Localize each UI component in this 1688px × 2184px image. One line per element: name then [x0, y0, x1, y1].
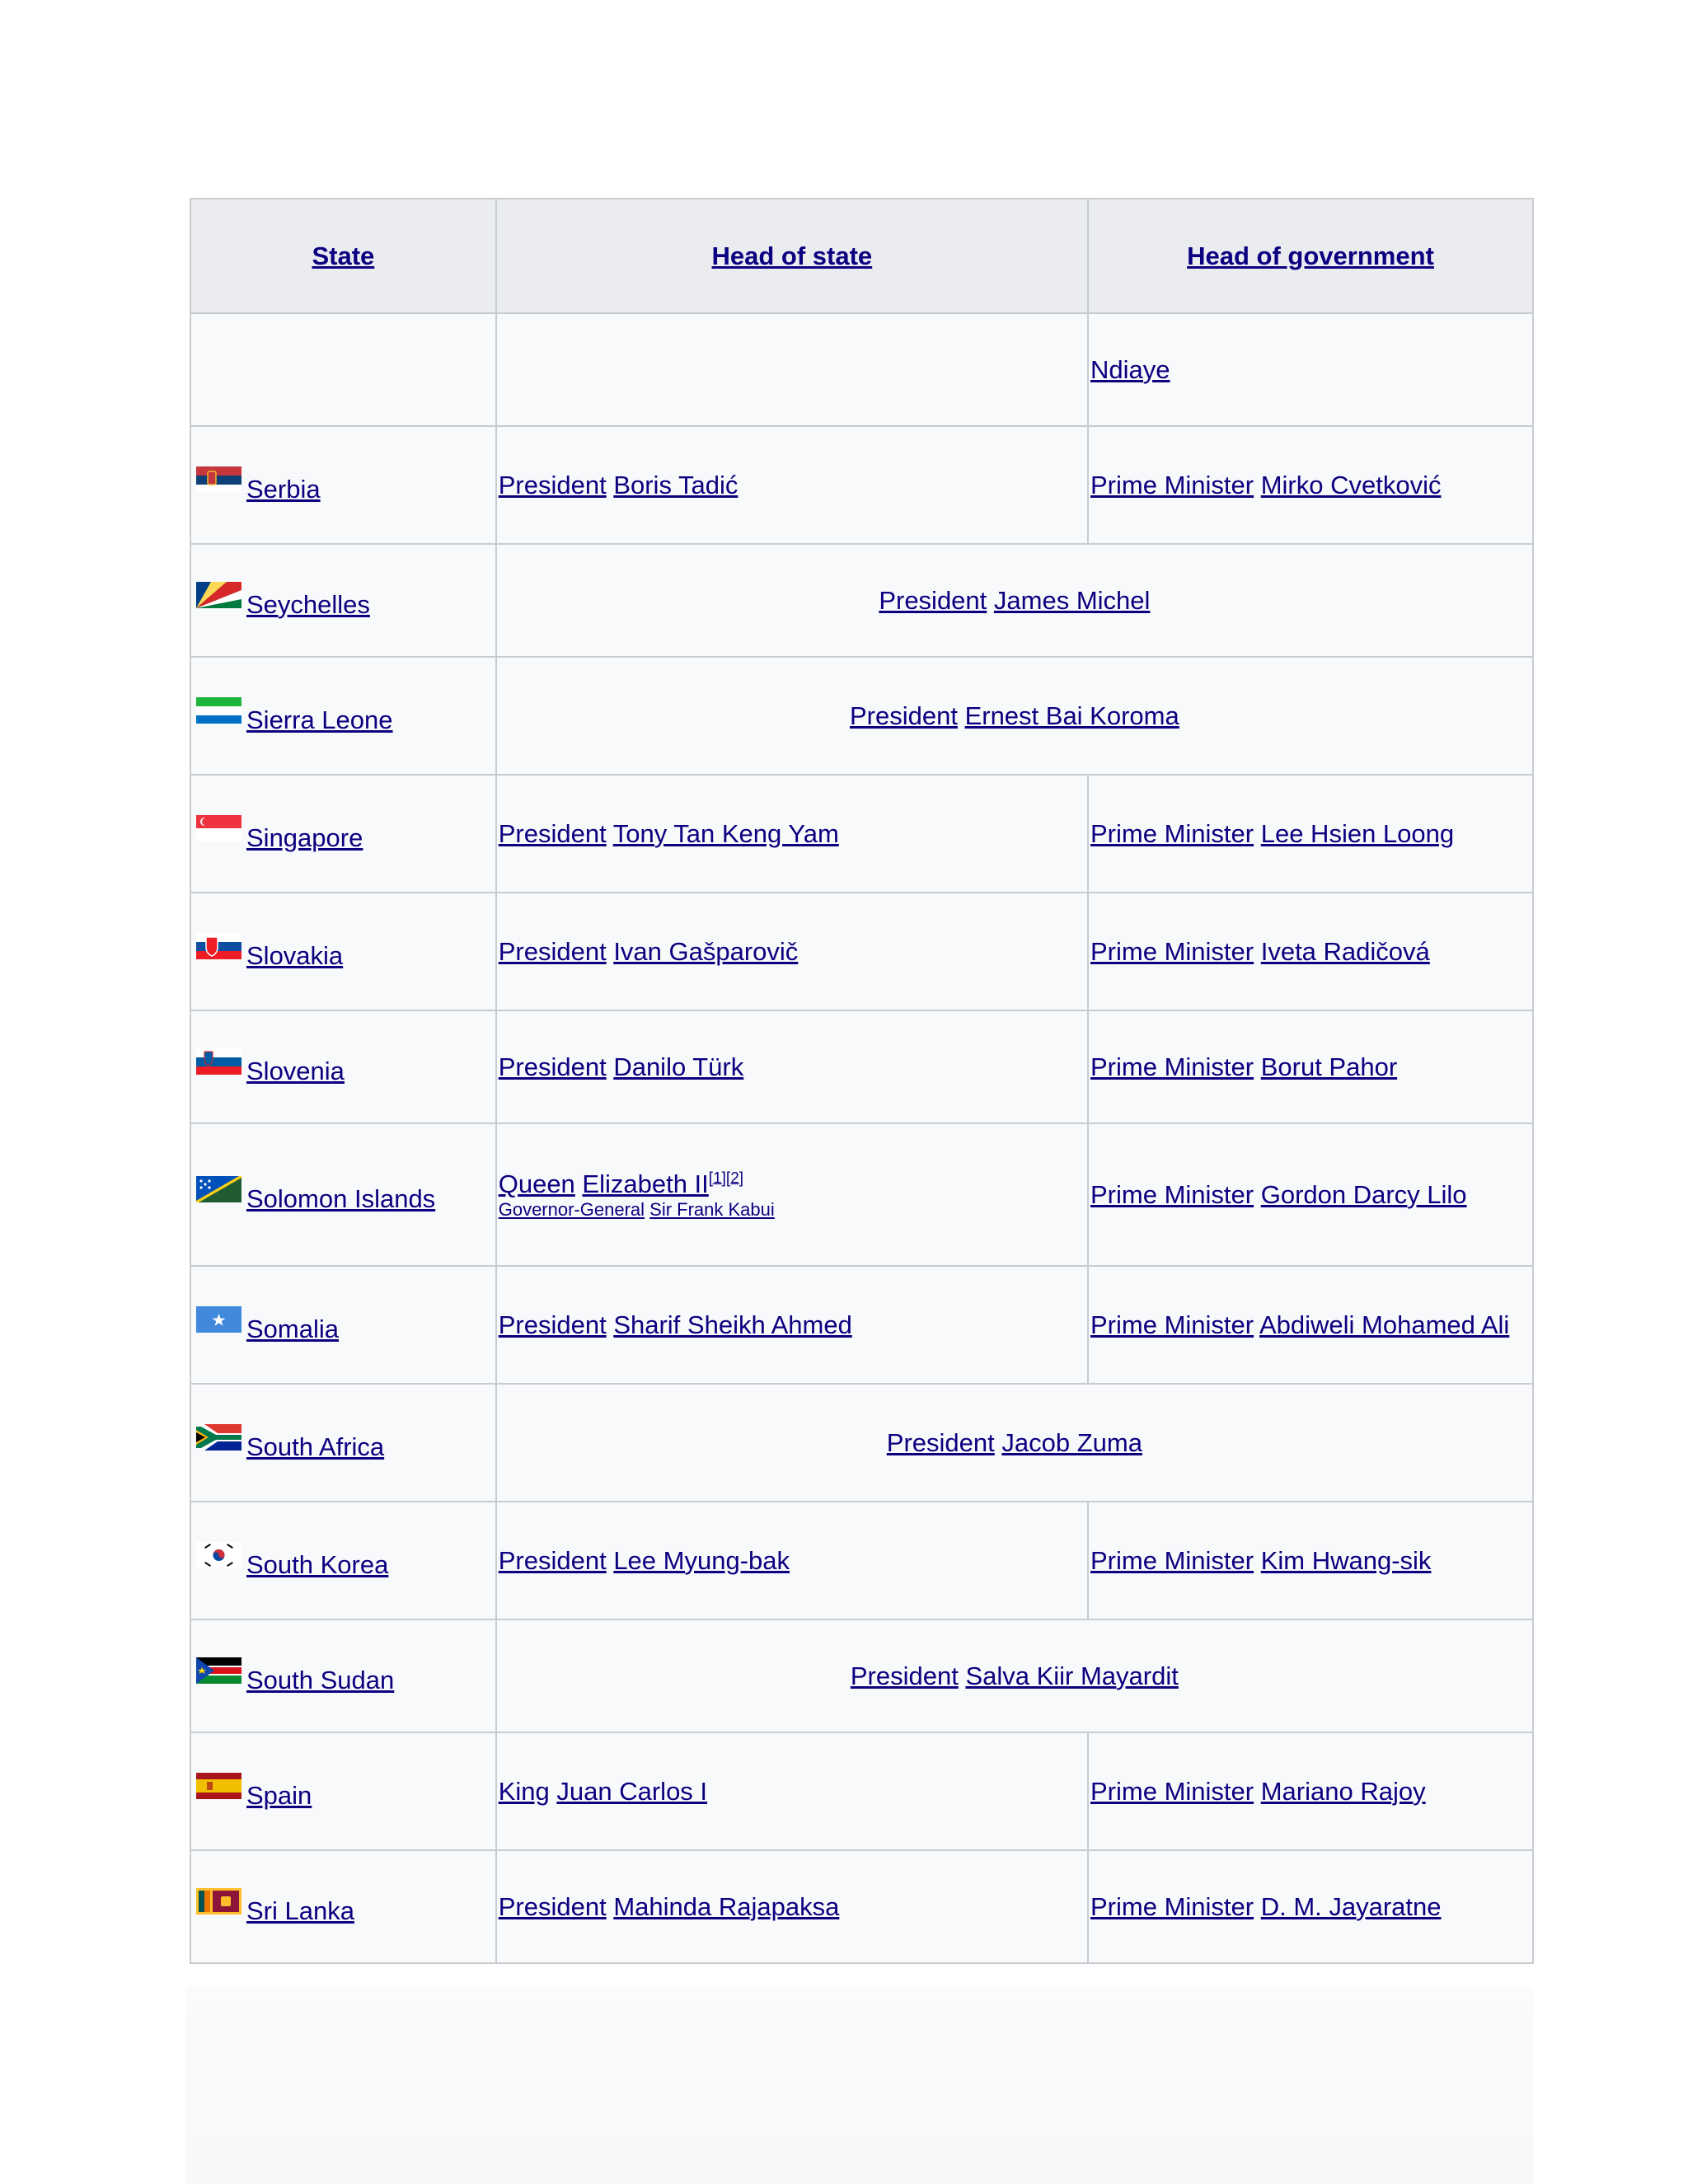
hog-title-link[interactable]: Prime Minister [1090, 1891, 1254, 1921]
table-row [190, 1010, 1533, 1123]
table-row [190, 1384, 1533, 1502]
head-of-government-cell [1088, 313, 1533, 426]
south-africa-flag-icon [196, 1424, 241, 1451]
hos-title-link[interactable]: President [879, 585, 987, 615]
hos-name-link[interactable]: Jacob Zuma [1001, 1427, 1142, 1457]
slovakia-flag-icon [196, 933, 241, 959]
hog-name-link[interactable]: Mirko Cvetković [1260, 470, 1442, 499]
state-link[interactable]: Serbia [246, 474, 321, 504]
head-of-state-and-government-cell [496, 657, 1533, 775]
head-of-government-header-link[interactable]: Head of government [1187, 241, 1434, 270]
table-row [190, 775, 1533, 893]
table-row [190, 1619, 1533, 1732]
head-of-state-and-government-cell [496, 1384, 1533, 1502]
head-of-state-cell [496, 1502, 1088, 1619]
hos-name-link[interactable]: Lee Myung-bak [613, 1545, 790, 1575]
hos-name-link[interactable]: Tony Tan Keng Yam [612, 818, 839, 848]
hos-name-link[interactable]: Ivan Gašparovič [613, 936, 799, 966]
hos-title-link[interactable]: Queen [498, 1169, 575, 1198]
state-link[interactable]: South Korea [246, 1549, 389, 1579]
state-cell [190, 893, 496, 1010]
head-of-government-cell [1088, 1123, 1533, 1266]
table-row [190, 313, 1533, 426]
hog-title-link[interactable]: Prime Minister [1090, 818, 1254, 848]
head-of-government-cell [1088, 426, 1533, 544]
state-link[interactable]: Spain [246, 1780, 312, 1810]
sierra-leone-flag-icon [196, 697, 241, 724]
state-header-link[interactable]: State [312, 241, 375, 270]
table-row [190, 1732, 1533, 1850]
head-of-state-cell [496, 1850, 1088, 1963]
head-of-state-header-link[interactable]: Head of state [711, 241, 873, 270]
serbia-flag-icon [196, 466, 241, 493]
hos-title-link[interactable]: President [498, 1052, 607, 1081]
singapore-flag-icon [196, 815, 241, 841]
column-header-head-of-government [1088, 199, 1533, 313]
table-row [190, 657, 1533, 775]
state-link[interactable]: Slovakia [246, 940, 344, 970]
state-cell [190, 1619, 496, 1732]
head-of-government-cell [1088, 1266, 1533, 1384]
hos-name-link[interactable]: Sharif Sheikh Ahmed [613, 1310, 852, 1339]
state-link[interactable]: Somalia [246, 1314, 339, 1343]
reference-link[interactable]: [1] [708, 1169, 726, 1188]
slovenia-flag-icon [196, 1048, 241, 1075]
hog-name-link[interactable]: Borut Pahor [1260, 1052, 1398, 1081]
head-of-government-cell [1088, 1732, 1533, 1850]
hos-title-link[interactable]: President [886, 1427, 995, 1457]
hos-title-link[interactable]: President [498, 936, 607, 966]
table-row [190, 426, 1533, 544]
hos-title-link[interactable]: King [498, 1776, 550, 1806]
hog-title-link[interactable]: Prime Minister [1090, 1310, 1254, 1339]
hog-name-link[interactable]: D. M. Jayaratne [1260, 1891, 1442, 1921]
state-link[interactable]: Seychelles [246, 589, 370, 619]
column-header-state [190, 199, 496, 313]
hos-name-link[interactable]: James Michel [993, 585, 1151, 615]
head-of-state-cell [496, 313, 1088, 426]
solomon-islands-flag-icon [196, 1176, 241, 1202]
hos-name-link[interactable]: Salva Kiir Mayardit [965, 1661, 1179, 1690]
hos-title-link[interactable]: President [849, 701, 958, 730]
state-cell [190, 1384, 496, 1502]
hog-name-link[interactable]: Mariano Rajoy [1260, 1776, 1426, 1806]
hog-name-link[interactable]: Kim Hwang-sik [1260, 1545, 1432, 1575]
hos-title-link[interactable]: President [498, 1310, 607, 1339]
hog-title-link[interactable]: Prime Minister [1090, 1776, 1254, 1806]
head-of-government-cell [1088, 1850, 1533, 1963]
state-link[interactable]: Sierra Leone [246, 705, 393, 734]
state-cell [190, 313, 496, 426]
gg-title-link[interactable]: Governor-General [498, 1198, 645, 1220]
hos-name-link[interactable]: Ernest Bai Koroma [964, 701, 1179, 730]
somalia-flag-icon [196, 1306, 241, 1333]
hos-title-link[interactable]: President [498, 1891, 607, 1921]
hos-title-link[interactable]: President [498, 470, 607, 499]
state-cell [190, 1123, 496, 1266]
hog-title-link[interactable]: Prime Minister [1090, 1545, 1254, 1575]
table-row [190, 544, 1533, 657]
governor-general-line [499, 1199, 1085, 1221]
south-sudan-flag-icon [196, 1657, 241, 1684]
sri-lanka-flag-icon [196, 1888, 241, 1915]
hos-title-link[interactable]: President [498, 1545, 607, 1575]
hog-title-link[interactable]: Prime Minister [1090, 1179, 1254, 1209]
gg-name-link[interactable]: Sir Frank Kabui [649, 1198, 775, 1220]
head-of-government-cell [1088, 1502, 1533, 1619]
page-bottom-shade [185, 1986, 1533, 2184]
state-cell [190, 544, 496, 657]
head-of-state-cell [496, 426, 1088, 544]
table-row [190, 1266, 1533, 1384]
table-row [190, 1850, 1533, 1963]
monarch-line [499, 1169, 1085, 1199]
head-of-government-cell [1088, 775, 1533, 893]
table-row [190, 1123, 1533, 1266]
south-korea-flag-icon [196, 1542, 241, 1568]
hos-name-link[interactable]: Danilo Türk [613, 1052, 744, 1081]
state-link[interactable]: South Africa [246, 1432, 385, 1461]
table-row [190, 893, 1533, 1010]
state-cell [190, 1502, 496, 1619]
head-of-government-cell [1088, 1010, 1533, 1123]
hog-name-link[interactable]: Abdiweli Mohamed Ali [1259, 1310, 1510, 1339]
head-of-state-cell [496, 775, 1088, 893]
head-of-state-and-government-cell [496, 544, 1533, 657]
hos-name-link[interactable]: Juan Carlos I [556, 1776, 708, 1806]
state-link[interactable]: South Sudan [246, 1665, 395, 1694]
hog-name-link[interactable]: Ndiaye [1090, 354, 1170, 384]
references [709, 1169, 743, 1187]
hos-title-link[interactable]: President [850, 1661, 959, 1690]
state-cell [190, 1732, 496, 1850]
state-link[interactable]: Sri Lanka [246, 1896, 354, 1925]
hos-name-link[interactable]: Mahinda Rajapaksa [613, 1891, 840, 1921]
state-cell [190, 1010, 496, 1123]
hos-name-link[interactable]: Boris Tadić [613, 470, 738, 499]
hog-name-link[interactable]: Gordon Darcy Lilo [1260, 1179, 1467, 1209]
state-cell [190, 1266, 496, 1384]
head-of-state-cell [496, 1732, 1088, 1850]
reference-link[interactable]: [2] [725, 1169, 744, 1188]
hog-title-link[interactable]: Prime Minister [1090, 1052, 1254, 1081]
head-of-state-and-government-cell [496, 1619, 1533, 1732]
hos-name-link[interactable]: Elizabeth II [582, 1169, 709, 1198]
table-row [190, 1502, 1533, 1619]
hos-title-link[interactable]: President [498, 818, 607, 848]
hog-name-link[interactable]: Iveta Radičová [1260, 936, 1430, 966]
seychelles-flag-icon [196, 582, 241, 608]
state-cell [190, 657, 496, 775]
hog-title-link[interactable]: Prime Minister [1090, 470, 1254, 499]
head-of-state-cell [496, 1123, 1088, 1266]
column-header-head-of-state [496, 199, 1088, 313]
hog-title-link[interactable]: Prime Minister [1090, 936, 1254, 966]
state-cell [190, 1850, 496, 1963]
head-of-government-cell [1088, 893, 1533, 1010]
head-of-state-cell [496, 1266, 1088, 1384]
head-of-state-cell [496, 1010, 1088, 1123]
spain-flag-icon [196, 1773, 241, 1799]
heads-of-state-table [190, 198, 1534, 1964]
table-header-row [190, 199, 1533, 313]
state-cell [190, 775, 496, 893]
state-link[interactable]: Solomon Islands [246, 1183, 436, 1213]
hog-name-link[interactable]: Lee Hsien Loong [1260, 818, 1455, 848]
state-cell [190, 426, 496, 544]
head-of-state-cell [496, 893, 1088, 1010]
state-link[interactable]: Singapore [246, 823, 363, 852]
state-link[interactable]: Slovenia [246, 1056, 345, 1085]
